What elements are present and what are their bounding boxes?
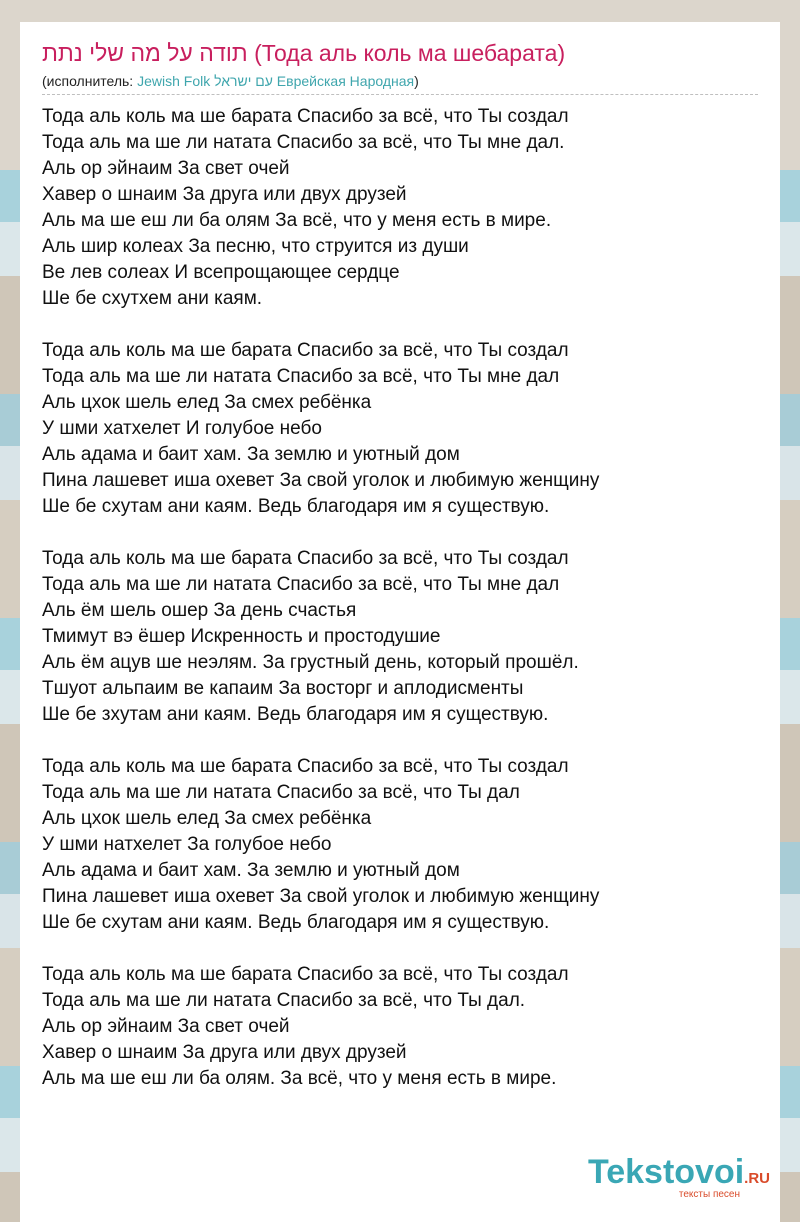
lyrics-stanza bbox=[42, 546, 622, 728]
lyrics-stanza bbox=[42, 338, 622, 520]
artist-meta bbox=[42, 73, 419, 89]
lyrics-card bbox=[20, 22, 780, 1222]
lyric-line: Аль ор эйнаим За свет очей bbox=[42, 158, 290, 179]
lyric-line: Тода аль ма ше ли натата Спасибо за всё, что Ты дал bbox=[42, 782, 520, 803]
lyric-line: Тода аль ма ше ли натата Спасибо за всё, что Ты мне дал bbox=[42, 574, 560, 595]
lyric-line: Тода аль коль ма ше барата Спасибо за всё, что Ты создал bbox=[42, 548, 569, 569]
lyric-line: Тода аль коль ма ше барата Спасибо за всё, что Ты создал bbox=[42, 106, 569, 127]
lyric-line: Ше бе схутам ани каям. Ведь благодаря им я существую. bbox=[42, 496, 550, 517]
lyric-line: Аль ма ше еш ли ба олям. За всё, что у меня есть в мире. bbox=[42, 1068, 557, 1089]
lyric-line: Аль адама и баит хам. За землю и уютный дом bbox=[42, 444, 460, 465]
lyric-line: Аль адама и баит хам. За землю и уютный дом bbox=[42, 860, 460, 881]
lyric-line: Тода аль ма ше ли натата Спасибо за всё, что Ты мне дал. bbox=[42, 132, 565, 153]
lyric-line: Тода аль коль ма ше барата Спасибо за всё, что Ты создал bbox=[42, 964, 569, 985]
lyric-line: Аль шир колеах За песню, что струится из души bbox=[42, 236, 469, 257]
lyric-line: Тода аль ма ше ли натата Спасибо за всё, что Ты дал. bbox=[42, 990, 526, 1011]
artist-suffix: ) bbox=[414, 73, 419, 89]
lyric-line: Тшуот альпаим ве капаим За восторг и аплодисменты bbox=[42, 678, 524, 699]
lyric-line: Хавер о шнаим За друга или двух друзей bbox=[42, 1042, 407, 1063]
lyric-line: Пина лашевет иша охевет За свой уголок и любимую женщину bbox=[42, 470, 600, 491]
logo-main-text: Tekstovoi bbox=[587, 1153, 745, 1191]
lyric-line: Аль ём ацув ше неэлям. За грустный день, который прошёл. bbox=[42, 652, 579, 673]
lyrics-stanza bbox=[42, 962, 622, 1092]
lyric-line: Аль цхок шель елед За смех ребёнка bbox=[42, 392, 372, 413]
artist-prefix: (исполнитель: bbox=[42, 73, 138, 89]
lyric-line: Ве лев солеах И всепрощающее сердце bbox=[42, 262, 400, 283]
lyric-line: Ше бе схутхем ани каям. bbox=[42, 288, 263, 309]
lyric-line: Аль ма ше еш ли ба олям За всё, что у меня есть в мире. bbox=[42, 210, 552, 231]
logo-tagline: тексты песен bbox=[678, 1189, 740, 1200]
lyric-line: Ше бе зхутам ани каям. Ведь благодаря им я существую. bbox=[42, 704, 549, 725]
lyric-line: Тода аль коль ма ше барата Спасибо за всё, что Ты создал bbox=[42, 756, 569, 777]
lyrics-stanza bbox=[42, 754, 622, 936]
lyric-line: Аль ём шель ошер За день счастья bbox=[42, 600, 357, 621]
site-logo[interactable] bbox=[588, 1155, 770, 1200]
artist-link[interactable]: Jewish Folk עם ישראל Еврейская Народная bbox=[137, 73, 415, 89]
lyric-line: У шми хатхелет И голубое небо bbox=[42, 418, 322, 439]
lyrics-stanza bbox=[42, 104, 622, 312]
lyric-line: Аль ор эйнаим За свет очей bbox=[42, 1016, 290, 1037]
lyrics-text bbox=[42, 104, 622, 1118]
lyric-line: Тмимут вэ ёшер Искренность и простодушие bbox=[42, 626, 441, 647]
lyric-line: Аль цхок шель елед За смех ребёнка bbox=[42, 808, 372, 829]
song-title: תודה על מה שלי נתת (Тода аль коль ма шебарата) bbox=[42, 40, 566, 66]
lyric-line: Хавер о шнаим За друга или двух друзей bbox=[42, 184, 407, 205]
lyric-line: Пина лашевет иша охевет За свой уголок и любимую женщину bbox=[42, 886, 600, 907]
lyric-line: Тода аль ма ше ли натата Спасибо за всё, что Ты мне дал bbox=[42, 366, 560, 387]
lyric-line: Ше бе схутам ани каям. Ведь благодаря им я существую. bbox=[42, 912, 550, 933]
lyric-line: Тода аль коль ма ше барата Спасибо за всё, что Ты создал bbox=[42, 340, 569, 361]
logo-tld: .RU bbox=[744, 1170, 770, 1187]
lyric-line: У шми натхелет За голубое небо bbox=[42, 834, 332, 855]
title-divider bbox=[42, 94, 758, 95]
